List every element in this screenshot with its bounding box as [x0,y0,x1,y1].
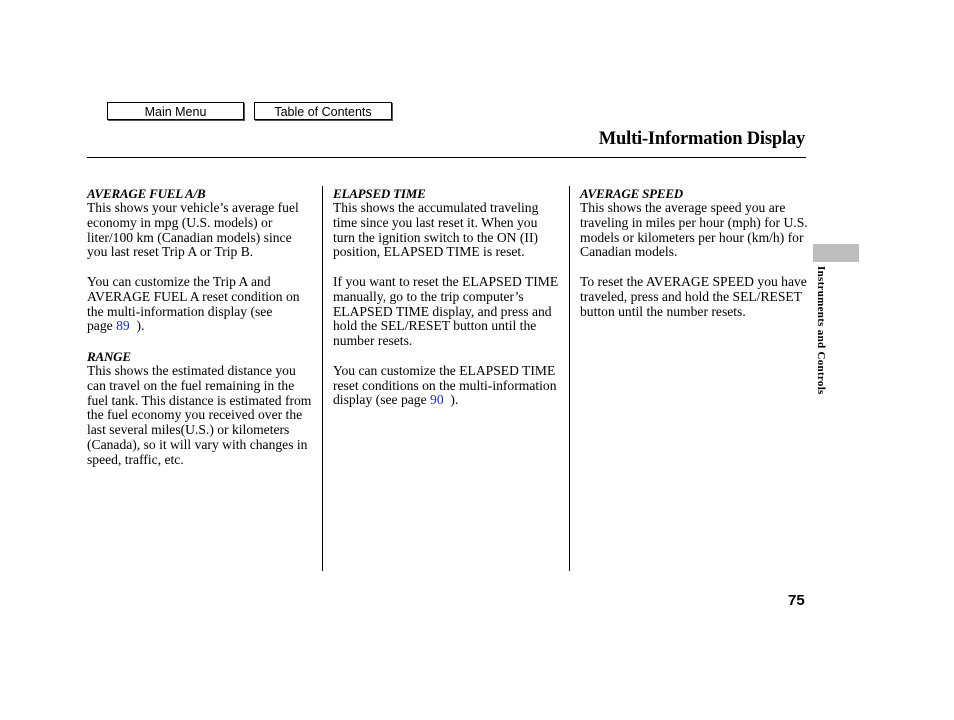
elapsed-time-paragraph-2: If you want to reset the ELAPSED TIME manually, go to the trip computer’s ELAPSED TIME display, and press and hold the SEL/RESET button until the number resets. [333,273,559,349]
column-divider-2 [569,186,570,571]
range-heading: RANGE [87,348,131,364]
section-side-label: Instruments and Controls [815,266,827,395]
average-fuel-paragraph-2 [87,275,313,334]
average-speed-paragraph-1: This shows the average speed you are traveling in miles per hour (mph) for U.S. models or kilometers per hour (km/h) for Canadian models. [580,200,808,260]
elapsed-time-paragraph-1: This shows the accumulated traveling time since you last reset it. When you turn the ignition switch to the ON (II) position, ELAPSED TIME is reset. [333,200,539,260]
page-89-link[interactable]: 89 [116,318,130,334]
section-tab-marker [813,244,859,262]
column-2 [333,186,561,423]
average-fuel-heading: AVERAGE FUEL A/B [87,186,206,201]
average-fuel-paragraph-2-text: You can customize the Trip A and AVERAGE FUEL A reset condition on the multi-information display (see page [87,273,300,334]
average-speed-heading: AVERAGE SPEED [580,186,683,201]
column-3 [580,186,808,334]
page-title: Multi-Information Display [598,129,805,149]
page-90-link[interactable]: 90 [430,392,444,408]
title-rule [87,157,806,158]
column-1 [87,186,313,482]
table-of-contents-button[interactable]: Table of Contents [254,102,392,120]
range-paragraph: This shows the estimated distance you can travel on the fuel remaining in the fuel tank. This distance is estimated from the fuel economy you received over the last several miles(U.S.) or kilometers (Canada), so it will vary with changes in speed, traffic, etc. [87,362,312,467]
average-speed-paragraph-2: To reset the AVERAGE SPEED you have traveled, press and hold the SEL/RESET button until the number resets. [580,273,807,319]
elapsed-time-paragraph-3-end: ). [450,392,459,408]
average-fuel-paragraph-1: This shows your vehicle’s average fuel economy in mpg (U.S. models) or liter/100 km (Canadian models) since you last reset Trip A or Trip B. [87,200,299,260]
elapsed-time-paragraph-3-text: You can customize the ELAPSED TIME reset conditions on the multi-information display (see page [333,362,557,408]
average-fuel-paragraph-2-end: ). [136,318,145,334]
column-divider-1 [322,186,323,571]
main-menu-button[interactable]: Main Menu [107,102,244,120]
page-number: 75 [788,592,805,609]
elapsed-time-heading: ELAPSED TIME [333,186,426,201]
elapsed-time-paragraph-3 [333,364,561,408]
